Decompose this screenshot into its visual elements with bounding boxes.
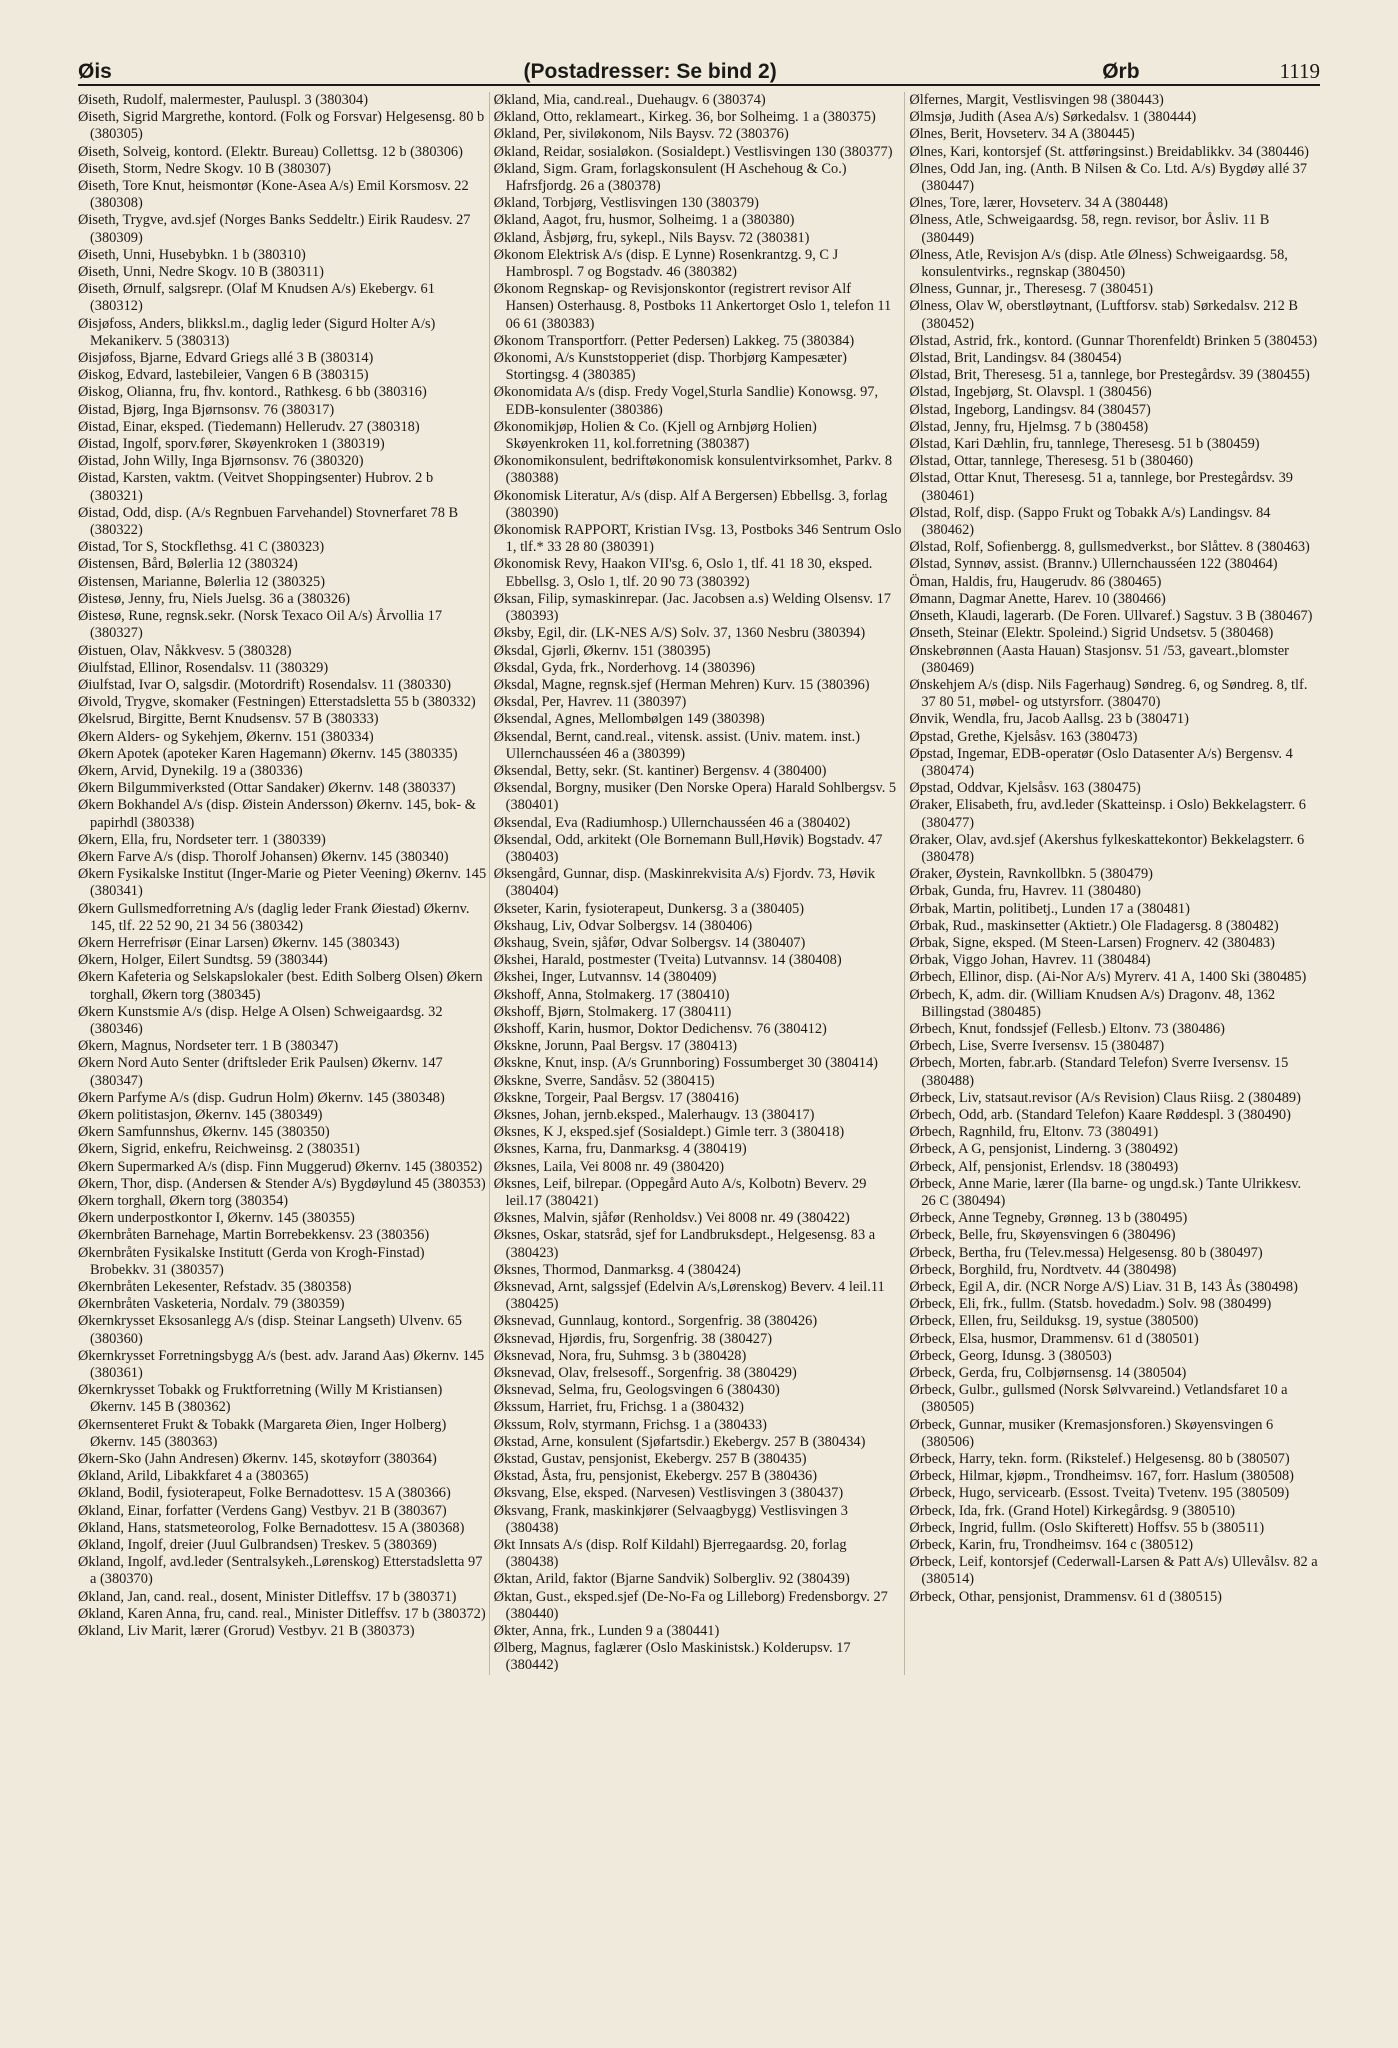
directory-entry: Øksnevad, Nora, fru, Suhmsg. 3 b (380428) bbox=[493, 1347, 747, 1364]
directory-entry: Øistad, John Willy, Inga Bjørnsonsv. 76 (380320) bbox=[78, 453, 364, 470]
directory-entry: Økland, Torbjørg, Vestlisvingen 130 (380379) bbox=[493, 195, 759, 212]
directory-entry: Økter, Anna, frk., Lunden 9 a (380441) bbox=[493, 1623, 720, 1640]
directory-entry: Økern torghall, Økern torg (380354) bbox=[78, 1193, 289, 1209]
directory-entry: Økern, Holger, Eilert Sundtsg. 59 (380344) bbox=[78, 952, 328, 969]
directory-entry: Ølnes, Tore, lærer, Hovseterv. 34 A (380448) bbox=[909, 195, 1168, 212]
directory-entry: Øpstad, Grethe, Kjelsåsv. 163 (380473) bbox=[909, 728, 1138, 745]
directory-entry: Økelsrud, Birgitte, Bernt Knudsensv. 57 B (380333) bbox=[78, 711, 379, 728]
directory-entry: Ølstad, Jenny, fru, Hjelmsg. 7 b (380458) bbox=[909, 418, 1149, 435]
directory-entry: Økland, Sigm. Gram, forlagskonsulent (H Aschehoug & Co.) Hafrsfjordg. 26 a (380378) bbox=[493, 160, 847, 195]
directory-entry: Ørbeck, Elsa, husmor, Drammensv. 61 d (380501) bbox=[909, 1330, 1199, 1347]
directory-entry: Øiseth, Rudolf, malermester, Pauluspl. 3 (380304) bbox=[78, 92, 368, 108]
directory-entry: Økseter, Karin, fysioterapeut, Dunkersg. 3 a (380405) bbox=[493, 900, 805, 917]
directory-entry: Ørbech, K, adm. dir. (William Knudsen A/s) Dragonv. 48, 1362 Billingstad (380485) bbox=[909, 986, 1276, 1020]
directory-entry: Øiseth, Unni, Nedre Skogv. 10 B (380311) bbox=[78, 264, 324, 281]
directory-entry: Økern, Magnus, Nordseter terr. 1 B (380347) bbox=[78, 1038, 339, 1055]
header-right-guide-word: Ørb bbox=[1102, 60, 1140, 83]
directory-entry: Øksendal, Bernt, cand.real., vitensk. assist. (Univ. matem. inst.) Ullernchausséen 46 a (380399) bbox=[493, 728, 861, 762]
directory-entry: Øiskog, Olianna, fru, fhv. kontord., Rathkesg. 6 bb (380316) bbox=[78, 384, 427, 401]
directory-entry: Øksengård, Gunnar, disp. (Maskinrekvisita A/s) Fjordv. 73, Høvik (380404) bbox=[493, 866, 876, 900]
directory-entry: Økland, Einar, forfatter (Verdens Gang) Vestbyv. 21 B (380367) bbox=[78, 1502, 447, 1519]
directory-entry: Øistensen, Bård, Bølerlia 12 (380324) bbox=[78, 556, 298, 573]
directory-entry: Økonom Regnskap- og Revisjonskontor (registrert revisor Alf Hansen) Osterhausg. 8, Postboks 11 Ankertorget Oslo 1, telefon 11 06 61 (380383) bbox=[493, 281, 892, 332]
directory-entry: Økland, Åsbjørg, fru, sykepl., Nils Baysv. 72 (380381) bbox=[493, 229, 810, 246]
directory-entry: Økshoff, Karin, husmor, Doktor Dedichensv. 76 (380412) bbox=[493, 1020, 827, 1037]
directory-entry: Økssum, Harriet, fru, Frichsg. 1 a (380432) bbox=[493, 1399, 744, 1416]
directory-entry: Ørbeck, Hugo, servicearb. (Essost. Tveita) Tvetenv. 195 (380509) bbox=[909, 1485, 1290, 1502]
header-center-note: (Postadresser: Se bind 2) bbox=[523, 60, 777, 83]
directory-entry: Økland, Liv Marit, lærer (Grorud) Vestbyv. 21 B (380373) bbox=[78, 1623, 415, 1640]
directory-entry: Økern, Thor, disp. (Andersen & Stender A/s) Bygdøylund 45 (380353) bbox=[78, 1175, 486, 1192]
directory-entry: Økern Alders- og Sykehjem, Økernv. 151 (380334) bbox=[78, 728, 374, 745]
directory-entry: Ørbeck, Anne Marie, lærer (Ila barne- og ungd.sk.) Tante Ulrikkesv. 26 C (380494) bbox=[909, 1175, 1302, 1209]
directory-entry: Ølnes, Odd Jan, ing. (Anth. B Nilsen & Co. Ltd. A/s) Bygdøy allé 37 (380447) bbox=[909, 160, 1308, 195]
directory-entry: Ørbeck, Alf, pensjonist, Erlendsv. 18 (380493) bbox=[909, 1158, 1179, 1175]
directory-entry: Øisjøfoss, Anders, blikksl.m., daglig leder (Sigurd Holter A/s) Mekanikerv. 5 (380313) bbox=[78, 315, 436, 349]
directory-entry: Ørbeck, Georg, Idunsg. 3 (380503) bbox=[909, 1347, 1112, 1364]
directory-entry: Ørbeck, Belle, fru, Skøyensvingen 6 (380496) bbox=[909, 1227, 1176, 1244]
directory-entry: Øksnes, Malvin, sjåfør (Renholdsv.) Vei 8008 nr. 49 (380422) bbox=[493, 1210, 850, 1227]
directory-entry: Økshei, Inger, Lutvannsv. 14 (380409) bbox=[493, 969, 717, 986]
directory-entry: Økern politistasjon, Økernv. 145 (380349) bbox=[78, 1106, 323, 1123]
directory-entry: Øksdal, Per, Havrev. 11 (380397) bbox=[493, 694, 687, 711]
directory-entry: Ørbeck, Othar, pensjonist, Drammensv. 61 d (380515) bbox=[909, 1588, 1222, 1605]
directory-entry: Økskne, Jorunn, Paal Bergsv. 17 (380413) bbox=[493, 1038, 738, 1055]
directory-entry: Økshoff, Bjørn, Stolmakerg. 17 (380411) bbox=[493, 1003, 732, 1020]
directory-entry: Øksnes, Karna, fru, Danmarksg. 4 (380419) bbox=[493, 1141, 747, 1158]
directory-entry: Øistesø, Jenny, fru, Niels Juelsg. 36 a (380326) bbox=[78, 590, 351, 607]
directory-entry: Ølstad, Kari Dæhlin, fru, tannlege, Theresesg. 51 b (380459) bbox=[909, 436, 1260, 453]
directory-entry: Ølness, Gunnar, jr., Theresesg. 7 (380451) bbox=[909, 281, 1154, 298]
directory-entry: Økland, Aagot, fru, husmor, Solheimg. 1 a (380380) bbox=[493, 212, 795, 229]
page-header bbox=[78, 38, 1320, 86]
column-2 bbox=[494, 92, 906, 1675]
directory-entry: Økernkrysset Forretningsbygg A/s (best. adv. Jarand Aas) Økernv. 145 (380361) bbox=[78, 1347, 485, 1382]
directory-entry: Økernbråten Barnehage, Martin Borrebekkensv. 23 (380356) bbox=[78, 1227, 430, 1244]
directory-entry: Økshoff, Anna, Stolmakerg. 17 (380410) bbox=[493, 986, 730, 1003]
directory-entry: Ørbech, Morten, fabr.arb. (Standard Telefon) Sverre Iversensv. 15 (380488) bbox=[909, 1055, 1289, 1089]
directory-entry: Økshaug, Liv, Odvar Solbergsv. 14 (380406) bbox=[493, 917, 753, 934]
directory-entry: Økonomi, A/s Kunststopperiet (disp. Thorbjørg Kampesæter) Stortingsg. 4 (380385) bbox=[493, 350, 847, 384]
directory-entry: Økonom Transportforr. (Petter Pedersen) Lakkeg. 75 (380384) bbox=[493, 332, 855, 349]
directory-entry: Øraker, Elisabeth, fru, avd.leder (Skatteinsp. i Oslo) Bekkelagsterr. 6 (380477) bbox=[909, 797, 1306, 831]
directory-entry: Øpstad, Oddvar, Kjelsåsv. 163 (380475) bbox=[909, 780, 1141, 797]
directory-entry: Ølfernes, Margit, Vestlisvingen 98 (380443) bbox=[909, 92, 1164, 108]
directory-entry: Øiseth, Solveig, kontord. (Elektr. Bureau) Collettsg. 12 b (380306) bbox=[78, 143, 463, 160]
directory-entry: Øktan, Arild, faktor (Bjarne Sandvik) Solbergliv. 92 (380439) bbox=[493, 1571, 850, 1588]
directory-entry: Økssum, Rolv, styrmann, Frichsg. 1 a (380433) bbox=[493, 1416, 767, 1433]
directory-entry: Ølstad, Rolf, Sofienbergg. 8, gullsmedverkst., bor Slåttev. 8 (380463) bbox=[909, 539, 1310, 556]
directory-entry: Økshei, Harald, postmester (Tveita) Lutvannsv. 14 (380408) bbox=[493, 952, 842, 969]
directory-entry: Ørbech, Lise, Sverre Iversensv. 15 (380487) bbox=[909, 1038, 1165, 1055]
directory-entry: Ølmsjø, Judith (Asea A/s) Sørkedalsv. 1 (380444) bbox=[909, 109, 1197, 126]
directory-entry: Økernkrysset Eksosanlegg A/s (disp. Steinar Langseth) Ulvenv. 65 (380360) bbox=[78, 1313, 462, 1347]
directory-entry: Økern Fysikalske Institut (Inger-Marie og Pieter Veening) Økernv. 145 (380341) bbox=[78, 866, 487, 900]
directory-entry: Öman, Haldis, fru, Haugerudv. 86 (380465) bbox=[909, 573, 1162, 590]
directory-entry: Ølberg, Magnus, faglærer (Oslo Maskinistsk.) Kolderupsv. 17 (380442) bbox=[493, 1640, 851, 1674]
directory-entry: Økernbråten Vasketeria, Nordalv. 79 (380359) bbox=[78, 1296, 345, 1313]
directory-entry: Øistad, Tor S, Stockflethsg. 41 C (380323) bbox=[78, 539, 325, 556]
directory-entry: Øraker, Øystein, Ravnkollbkn. 5 (380479) bbox=[909, 866, 1153, 883]
directory-entry: Ørbech, Odd, arb. (Standard Telefon) Kaare Røddespl. 3 (380490) bbox=[909, 1106, 1291, 1123]
directory-entry: Ømann, Dagmar Anette, Harev. 10 (380466) bbox=[909, 590, 1166, 607]
directory-entry: Øistesø, Rune, regnsk.sekr. (Norsk Texaco Oil A/s) Årvollia 17 (380327) bbox=[78, 608, 443, 642]
directory-entry: Øiseth, Tore Knut, heismontør (Kone-Asea A/s) Emil Korsmosv. 22 (380308) bbox=[78, 178, 469, 212]
directory-entry: Ønvik, Wendla, fru, Jacob Aallsg. 23 b (380471) bbox=[909, 711, 1189, 728]
directory-entry: Økern underpostkontor I, Økernv. 145 (380355) bbox=[78, 1210, 355, 1227]
directory-entry: Øiseth, Ørnulf, salgsrepr. (Olaf M Knudsen A/s) Ekebergv. 61 (380312) bbox=[78, 281, 435, 315]
directory-entry: Øpstad, Ingemar, EDB-operatør (Oslo Datasenter A/s) Bergensv. 4 (380474) bbox=[909, 745, 1293, 779]
directory-entry: Ørbech, Ragnhild, fru, Eltonv. 73 (380491) bbox=[909, 1124, 1159, 1141]
directory-entry: Øksnes, Oskar, statsråd, sjef for Landbruksdept., Helgesensg. 83 a (380423) bbox=[493, 1227, 876, 1261]
directory-entry: Øisjøfoss, Bjarne, Edvard Griegs allé 3 B (380314) bbox=[78, 350, 374, 367]
directory-entry: Ørbak, Signe, eksped. (M Steen-Larsen) Frognerv. 42 (380483) bbox=[909, 934, 1275, 951]
directory-entry: Økstad, Gustav, pensjonist, Ekebergv. 257 B (380435) bbox=[493, 1451, 807, 1468]
directory-entry: Økern, Sigrid, enkefru, Reichweinsg. 2 (380351) bbox=[78, 1141, 360, 1158]
directory-entry: Ølnes, Kari, kontorsjef (St. attføringsinst.) Breidablikkv. 34 (380446) bbox=[909, 143, 1309, 160]
directory-entry: Øiseth, Unni, Husebybkn. 1 b (380310) bbox=[78, 246, 306, 263]
directory-entry: Øksnes, Johan, jernb.eksped., Malerhaugv. 13 (380417) bbox=[493, 1106, 815, 1123]
directory-entry: Ørbeck, Leif, kontorsjef (Cederwall-Larsen & Patt A/s) Ullevålsv. 82 a (380514) bbox=[909, 1554, 1318, 1588]
directory-entry: Økland, Reidar, sosialøkon. (Sosialdept.) Vestlisvingen 130 (380377) bbox=[493, 143, 893, 160]
directory-entry: Økland, Mia, cand.real., Duehaugv. 6 (380374) bbox=[493, 92, 766, 108]
directory-entry: Øksdal, Gjørli, Økernv. 151 (380395) bbox=[493, 642, 711, 659]
directory-entry: Ølnes, Berit, Hovseterv. 34 A (380445) bbox=[909, 126, 1135, 143]
directory-entry: Øksendal, Agnes, Mellombølgen 149 (380398) bbox=[493, 711, 765, 728]
directory-entry: Ørbeck, Harry, tekn. form. (Rikstelef.) Helgesensg. 80 b (380507) bbox=[909, 1451, 1290, 1468]
directory-entry: Øivold, Trygve, skomaker (Festningen) Etterstadsletta 55 b (380332) bbox=[78, 694, 476, 711]
directory-entry: Økern Samfunnshus, Økernv. 145 (380350) bbox=[78, 1124, 330, 1141]
directory-entry: Øksnes, Leif, bilrepar. (Oppegård Auto A/s, Kolbotn) Beverv. 29 leil.17 (380421) bbox=[493, 1175, 867, 1209]
directory-entry: Økern Herrefrisør (Einar Larsen) Økernv. 145 (380343) bbox=[78, 934, 400, 951]
directory-entry: Ørbeck, Egil A, dir. (NCR Norge A/S) Liav. 31 B, 143 Ås (380498) bbox=[909, 1279, 1298, 1296]
directory-entry: Økern Supermarked A/s (disp. Finn Muggerud) Økernv. 145 (380352) bbox=[78, 1158, 483, 1175]
directory-entry: Øistad, Einar, eksped. (Tiedemann) Hellerudv. 27 (380318) bbox=[78, 418, 420, 435]
directory-entry: Ørbeck, Ida, frk. (Grand Hotel) Kirkegårdsg. 9 (380510) bbox=[909, 1502, 1236, 1519]
directory-entry: Økern Apotek (apoteker Karen Hagemann) Økernv. 145 (380335) bbox=[78, 745, 458, 762]
directory-entry: Økland, Arild, Libakkfaret 4 a (380365) bbox=[78, 1468, 309, 1485]
directory-entry: Økland, Karen Anna, fru, cand. real., Minister Ditleffsv. 17 b (380372) bbox=[78, 1605, 486, 1622]
directory-entry: Øraker, Olav, avd.sjef (Akershus fylkeskattekontor) Bekkelagsterr. 6 (380478) bbox=[909, 831, 1305, 865]
directory-entry: Økland, Bodil, fysioterapeut, Folke Bernadottesv. 15 A (380366) bbox=[78, 1485, 451, 1502]
directory-entry: Ølness, Olav W, oberstløytnant, (Luftforsv. stab) Sørkedalsv. 212 B (380452) bbox=[909, 298, 1298, 332]
directory-entry: Ørbeck, Gunnar, musiker (Kremasjonsforen.) Skøyensvingen 6 (380506) bbox=[909, 1416, 1274, 1450]
directory-entry: Økskne, Knut, insp. (A/s Grunnboring) Fossumberget 30 (380414) bbox=[493, 1055, 878, 1072]
directory-entry: Økt Innsats A/s (disp. Rolf Kildahl) Bjerregaardsg. 20, forlag (380438) bbox=[493, 1537, 847, 1571]
directory-entry: Øksnevad, Olav, frelsesoff., Sorgenfrig. 38 (380429) bbox=[493, 1365, 797, 1382]
directory-entry: Økern Kunstsmie A/s (disp. Helge A Olsen) Schweigaardsg. 32 (380346) bbox=[78, 1003, 443, 1037]
directory-entry: Øksendal, Odd, arkitekt (Ole Bornemann Bull,Høvik) Bogstadv. 47 (380403) bbox=[493, 831, 883, 865]
directory-entry: Økland, Ingolf, avd.leder (Sentralsykeh.,Lørenskog) Etterstadsletta 97 a (380370) bbox=[78, 1554, 483, 1588]
directory-entry: Økonomidata A/s (disp. Fredy Vogel,Sturla Sandlie) Konowsg. 97, EDB-konsulenter (380386) bbox=[493, 384, 879, 418]
directory-entry: Økonomikjøp, Holien & Co. (Kjell og Arnbjørg Holien) Skøyenkroken 11, kol.forretning (380387) bbox=[493, 418, 817, 453]
page-number: 1119 bbox=[1279, 59, 1320, 83]
directory-entry: Øiulfstad, Ellinor, Rosendalsv. 11 (380329) bbox=[78, 659, 329, 676]
directory-entry: Ølstad, Rolf, disp. (Sappo Frukt og Tobakk A/s) Landingsv. 84 (380462) bbox=[909, 504, 1271, 539]
directory-entry: Øksby, Egil, dir. (LK-NES A/S) Solv. 37, 1360 Nesbru (380394) bbox=[493, 625, 866, 642]
directory-entry: Ørbak, Gunda, fru, Havrev. 11 (380480) bbox=[909, 883, 1141, 900]
directory-entry: Ønseth, Steinar (Elektr. Spoleind.) Sigrid Undsetsv. 5 (380468) bbox=[909, 625, 1274, 642]
directory-entry: Økern, Ella, fru, Nordseter terr. 1 (380339) bbox=[78, 831, 326, 848]
directory-entry: Økern-Sko (Jahn Andresen) Økernv. 145, skotøyforr (380364) bbox=[78, 1451, 437, 1468]
directory-entry: Øiseth, Storm, Nedre Skogv. 10 B (380307) bbox=[78, 160, 331, 177]
directory-entry: Øksendal, Borgny, musiker (Den Norske Opera) Harald Sohlbergsv. 5 (380401) bbox=[493, 780, 897, 814]
directory-entry: Øksvang, Else, eksped. (Narvesen) Vestlisvingen 3 (380437) bbox=[493, 1485, 844, 1502]
directory-entry: Øiseth, Sigrid Margrethe, kontord. (Folk og Forsvar) Helgesensg. 80 b (380305) bbox=[78, 109, 485, 143]
directory-entry: Ørbeck, Karin, fru, Trondheimsv. 164 c (380512) bbox=[909, 1537, 1193, 1554]
directory-entry: Ønseth, Klaudi, lagerarb. (De Foren. Ullvaref.) Sagstuv. 3 B (380467) bbox=[909, 608, 1313, 625]
directory-entry: Økonomisk Revy, Haakon VII'sg. 6, Oslo 1, tlf. 41 18 30, eksped. Ebbellsg. 3, Oslo 1, tlf. 20 90 73 (380392) bbox=[493, 556, 873, 590]
directory-entry: Ølstad, Ingeborg, Landingsv. 84 (380457) bbox=[909, 401, 1151, 418]
directory-entry: Øksnes, K J, eksped.sjef (Sosialdept.) Gimle terr. 3 (380418) bbox=[493, 1124, 845, 1141]
directory-entry: Ørbeck, Bertha, fru (Telev.messa) Helgesensg. 80 b (380497) bbox=[909, 1244, 1263, 1261]
directory-entry: Øksendal, Eva (Radiumhosp.) Ullernchausséen 46 a (380402) bbox=[493, 814, 851, 831]
column-3 bbox=[909, 92, 1320, 1675]
directory-entry: Ørbak, Martin, politibetj., Lunden 17 a (380481) bbox=[909, 900, 1190, 917]
directory-entry: Økern Farve A/s (disp. Thorolf Johansen) Økernv. 145 (380340) bbox=[78, 848, 449, 865]
directory-entry: Øistad, Ingolf, sporv.fører, Skøyenkroken 1 (380319) bbox=[78, 436, 385, 453]
columns bbox=[78, 92, 1320, 1675]
directory-entry: Ørbech, Knut, fondssjef (Fellesb.) Eltonv. 73 (380486) bbox=[909, 1020, 1225, 1037]
directory-entry: Økstad, Åsta, fru, pensjonist, Ekebergv. 257 B (380436) bbox=[493, 1468, 818, 1485]
directory-entry: Økonomisk Literatur, A/s (disp. Alf A Bergersen) Ebbellsg. 3, forlag (380390) bbox=[493, 487, 888, 521]
directory-entry: Ørbeck, Borghild, fru, Nordtvetv. 44 (380498) bbox=[909, 1261, 1177, 1278]
directory-entry: Ørbeck, Gulbr., gullsmed (Norsk Sølvvareind.) Vetlandsfaret 10 a (380505) bbox=[909, 1382, 1288, 1416]
directory-entry: Øksnevad, Gunnlaug, kontord., Sorgenfrig. 38 (380426) bbox=[493, 1313, 818, 1330]
directory-entry: Ørbeck, Eli, frk., fullm. (Statsb. hovedadm.) Solv. 98 (380499) bbox=[909, 1296, 1272, 1313]
header-right-group bbox=[1102, 59, 1320, 84]
directory-entry: Øksnes, Laila, Vei 8008 nr. 49 (380420) bbox=[493, 1158, 725, 1175]
directory-entry: Økland, Per, siviløkonom, Nils Baysv. 72 (380376) bbox=[493, 126, 789, 143]
directory-entry: Økland, Otto, reklameart., Kirkeg. 36, bor Solheimg. 1 a (380375) bbox=[493, 109, 876, 126]
header-left-guide-word: Øis bbox=[78, 60, 112, 83]
directory-entry: Ølness, Atle, Revisjon A/s (disp. Atle Ølness) Schweigaardsg. 58, konsulentvirks., regnskap (380450) bbox=[909, 246, 1288, 281]
directory-entry: Øistad, Bjørg, Inga Bjørnsonsv. 76 (380317) bbox=[78, 401, 335, 418]
directory-entry: Øksnevad, Hjørdis, fru, Sorgenfrig. 38 (380427) bbox=[493, 1330, 772, 1347]
directory-entry: Ølstad, Ingebjørg, St. Olavspl. 1 (380456) bbox=[909, 384, 1152, 401]
directory-entry: Øksan, Filip, symaskinrepar. (Jac. Jacobsen a.s) Welding Olsensv. 17 (380393) bbox=[493, 590, 891, 625]
directory-entry: Økern, Arvid, Dynekilg. 19 a (380336) bbox=[78, 762, 303, 779]
directory-entry: Økern Parfyme A/s (disp. Gudrun Holm) Økernv. 145 (380348) bbox=[78, 1089, 445, 1106]
directory-entry: Øksnevad, Selma, fru, Geologsvingen 6 (380430) bbox=[493, 1382, 780, 1399]
directory-entry: Økskne, Sverre, Sandåsv. 52 (380415) bbox=[493, 1072, 715, 1089]
directory-entry: Øksnevad, Arnt, salgssjef (Edelvin A/s,Lørenskog) Beverv. 4 leil.11 (380425) bbox=[493, 1279, 885, 1313]
directory-entry: Ølstad, Synnøv, assist. (Brannv.) Ullernchausséen 122 (380464) bbox=[909, 556, 1278, 573]
directory-entry: Ørbeck, Gerda, fru, Colbjørnsensg. 14 (380504) bbox=[909, 1365, 1187, 1382]
directory-entry: Øksendal, Betty, sekr. (St. kantiner) Bergensv. 4 (380400) bbox=[493, 762, 827, 779]
directory-entry: Øksnes, Thormod, Danmarksg. 4 (380424) bbox=[493, 1261, 741, 1278]
directory-entry: Ørbeck, Ellen, fru, Seilduksg. 19, systue (380500) bbox=[909, 1313, 1199, 1330]
directory-entry: Ølstad, Ottar, tannlege, Theresesg. 51 b (380460) bbox=[909, 453, 1194, 470]
directory-entry: Økskne, Torgeir, Paal Bergsv. 17 (380416) bbox=[493, 1089, 739, 1106]
directory-entry: Øistuen, Olav, Nåkkvesv. 5 (380328) bbox=[78, 642, 292, 659]
directory-entry: Øksvang, Frank, maskinkjører (Selvaagbygg) Vestlisvingen 3 (380438) bbox=[493, 1502, 848, 1536]
directory-entry: Økernbråten Lekesenter, Refstadv. 35 (380358) bbox=[78, 1279, 352, 1296]
directory-entry: Ørbak, Rud., maskinsetter (Aktietr.) Ole Fladagersg. 8 (380482) bbox=[909, 917, 1279, 934]
directory-entry: Øistensen, Marianne, Bølerlia 12 (380325) bbox=[78, 573, 325, 590]
directory-entry: Økern Nord Auto Senter (driftsleder Erik Paulsen) Økernv. 147 (380347) bbox=[78, 1055, 443, 1089]
directory-entry: Øiseth, Trygve, avd.sjef (Norges Banks Seddeltr.) Eirik Raudesv. 27 (380309) bbox=[78, 212, 471, 246]
directory-entry: Øistad, Odd, disp. (A/s Regnbuen Farvehandel) Stovnerfaret 78 B (380322) bbox=[78, 504, 459, 539]
directory-entry: Økernsenteret Frukt & Tobakk (Margareta Øien, Inger Holberg) Økernv. 145 (380363) bbox=[78, 1416, 447, 1450]
directory-entry: Økern Bokhandel A/s (disp. Øistein Andersson) Økernv. 145, bok- & papirhdl (380338) bbox=[78, 797, 476, 831]
directory-entry: Ønskebrønnen (Aasta Hauan) Stasjonsv. 51 /53, gaveart.,blomster (380469) bbox=[909, 642, 1289, 676]
directory-entry: Økern Kafeteria og Selskapslokaler (best. Edith Solberg Olsen) Økern torghall, Økern torg (380345) bbox=[78, 969, 483, 1003]
directory-entry: Økshaug, Svein, sjåfør, Odvar Solbergsv. 14 (380407) bbox=[493, 934, 806, 951]
directory-entry: Økland, Ingolf, dreier (Juul Gulbrandsen) Treskev. 5 (380369) bbox=[78, 1537, 437, 1554]
directory-entry: Ørbech, Ellinor, disp. (Ai-Nor A/s) Myrerv. 41 A, 1400 Ski (380485) bbox=[909, 969, 1307, 986]
directory-entry: Økernkrysset Tobakk og Fruktforretning (Willy M Kristiansen) Økernv. 145 B (380362) bbox=[78, 1382, 443, 1416]
column-1 bbox=[78, 92, 490, 1675]
directory-entry: Økonom Elektrisk A/s (disp. E Lynne) Rosenkrantzg. 9, C J Hambrospl. 7 og Bogstadv. 46 (380382) bbox=[493, 246, 839, 281]
directory-entry: Økonomikonsulent, bedriftøkonomisk konsulentvirksomhet, Parkv. 8 (380388) bbox=[493, 453, 893, 487]
directory-entry: Ølstad, Brit, Theresesg. 51 a, tannlege, bor Prestegårdsv. 39 (380455) bbox=[909, 367, 1310, 384]
directory-entry: Ølstad, Astrid, frk., kontord. (Gunnar Thorenfeldt) Brinken 5 (380453) bbox=[909, 332, 1318, 349]
directory-entry: Øktan, Gust., eksped.sjef (De-No-Fa og Lilleborg) Fredensborgv. 27 (380440) bbox=[493, 1588, 888, 1622]
directory-entry: Økstad, Arne, konsulent (Sjøfartsdir.) Ekebergv. 257 B (380434) bbox=[493, 1433, 866, 1450]
directory-entry: Ørbeck, Ingrid, fullm. (Oslo Skifterett) Hoffsv. 55 b (380511) bbox=[909, 1519, 1265, 1536]
directory-entry: Økland, Jan, cand. real., dosent, Minister Ditleffsv. 17 b (380371) bbox=[78, 1588, 457, 1605]
directory-entry: Øiskog, Edvard, lastebileier, Vangen 6 B (380315) bbox=[78, 367, 369, 384]
directory-entry: Øksdal, Gyda, frk., Norderhovg. 14 (380396) bbox=[493, 659, 756, 676]
directory-entry: Økland, Hans, statsmeteorolog, Folke Bernadottesv. 15 A (380368) bbox=[78, 1519, 465, 1536]
directory-entry: Ørbeck, Liv, statsaut.revisor (A/s Revision) Claus Riisg. 2 (380489) bbox=[909, 1089, 1301, 1106]
directory-entry: Ønskehjem A/s (disp. Nils Fagerhaug) Søndreg. 6, og Søndreg. 8, tlf. 37 80 51, møbel- og utstyrsforr. (380470) bbox=[909, 676, 1308, 711]
directory-entry: Ølstad, Brit, Landingsv. 84 (380454) bbox=[909, 350, 1122, 367]
directory-entry: Økernbråten Fysikalske Institutt (Gerda von Krogh-Finstad) Brobekkv. 31 (380357) bbox=[78, 1244, 425, 1278]
directory-entry: Øistad, Karsten, vaktm. (Veitvet Shoppingsenter) Hubrov. 2 b (380321) bbox=[78, 470, 434, 504]
directory-entry: Økonomisk RAPPORT, Kristian IVsg. 13, Postboks 346 Sentrum Oslo 1, tlf.* 33 28 80 (380391) bbox=[493, 522, 902, 556]
directory-entry: Ørbeck, A G, pensjonist, Linderng. 3 (380492) bbox=[909, 1141, 1178, 1158]
directory-entry: Ørbak, Viggo Johan, Havrev. 11 (380484) bbox=[909, 952, 1151, 969]
directory-entry: Ørbeck, Anne Tegneby, Grønneg. 13 b (380495) bbox=[909, 1210, 1188, 1227]
directory-entry: Øiulfstad, Ivar O, salgsdir. (Motordrift) Rosendalsv. 11 (380330) bbox=[78, 676, 452, 693]
directory-entry: Ørbeck, Hilmar, kjøpm., Trondheimsv. 167, forr. Haslum (380508) bbox=[909, 1468, 1294, 1485]
directory-entry: Økern Bilgummiverksted (Ottar Sandaker) Økernv. 148 (380337) bbox=[78, 780, 456, 797]
directory-entry: Økern Gullsmedforretning A/s (daglig leder Frank Øiestad) Økernv. 145, tlf. 22 52 90, 21 34 56 (380342) bbox=[78, 900, 470, 934]
directory-entry: Ølstad, Ottar Knut, Theresesg. 51 a, tannlege, bor Prestegårdsv. 39 (380461) bbox=[909, 470, 1293, 504]
directory-entry: Ølness, Atle, Schweigaardsg. 58, regn. revisor, bor Åsliv. 11 B (380449) bbox=[909, 212, 1270, 246]
directory-entry: Øksdal, Magne, regnsk.sjef (Herman Mehren) Kurv. 15 (380396) bbox=[493, 676, 870, 693]
